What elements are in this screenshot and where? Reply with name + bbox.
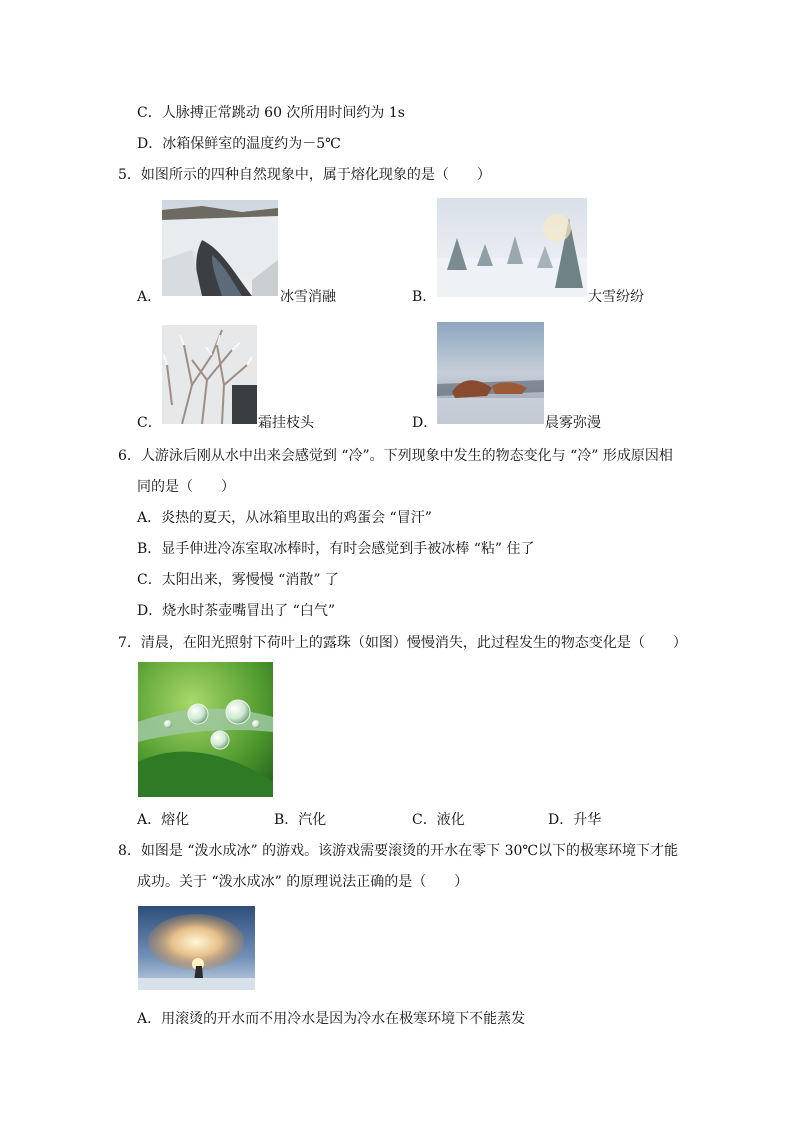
- q7-stem: 7．清晨，在阳光照射下荷叶上的露珠（如图）慢慢消失，此过程发生的物态变化是（ ）: [118, 635, 687, 651]
- melting-snow-image: [162, 200, 278, 296]
- q5-option-c-caption: 霜挂枝头: [258, 415, 314, 431]
- q6-stem-line1: 6．人游泳后刚从水中出来会感觉到 “冷”。下列现象中发生的物态变化与 “冷” 形成原因相: [118, 448, 673, 464]
- q8-stem-line1: 8．如图是 “泼水成冰” 的游戏。该游戏需要滚烫的开水在零下 30℃以下的极寒环境下才能: [118, 843, 679, 859]
- q5-option-c-label: C．: [137, 415, 162, 431]
- q7-option-b: B．汽化: [274, 812, 327, 828]
- frost-branches-image: [162, 325, 257, 424]
- q6-option-b: B．显手伸进冷冻室取冰棒时，有时会感觉到手被冰棒 “粘” 住了: [137, 541, 535, 557]
- q6-option-c: C．太阳出来，雾慢慢 “消散” 了: [137, 572, 339, 588]
- q6-stem-line2: 同的是（ ）: [137, 479, 235, 495]
- q5-option-d-caption: 晨雾弥漫: [545, 415, 601, 431]
- dewdrop-leaf-image: [138, 662, 273, 797]
- q6-option-a: A．炎热的夏天，从冰箱里取出的鸡蛋会 “冒汗”: [137, 510, 432, 526]
- heavy-snow-image: [437, 198, 587, 297]
- q8-stem-line2: 成功。关于 “泼水成冰” 的原理说法正确的是（ ）: [137, 874, 469, 890]
- morning-fog-image: [437, 322, 544, 424]
- q4-option-d: D．冰箱保鲜室的温度约为－5℃: [137, 136, 341, 152]
- q5-option-a-caption: 冰雪消融: [280, 289, 336, 305]
- q7-option-d: D．升华: [548, 812, 602, 828]
- q5-option-b-caption: 大雪纷纷: [588, 289, 644, 305]
- q5-stem: 5．如图所示的四种自然现象中，属于熔化现象的是（ ）: [118, 167, 491, 183]
- q7-option-a: A．熔化: [137, 812, 190, 828]
- water-to-ice-image: [138, 906, 255, 990]
- q4-option-c: C．人脉搏正常跳动 60 次所用时间约为 1s: [137, 105, 405, 121]
- q6-option-d: D．烧水时茶壶嘴冒出了 “白气”: [137, 603, 335, 619]
- q5-option-d-label: D．: [412, 415, 438, 431]
- q5-option-a-label: A．: [137, 289, 162, 305]
- q8-option-a: A．用滚烫的开水而不用冷水是因为冷水在极寒环境下不能蒸发: [137, 1011, 526, 1027]
- q7-option-c: C．液化: [412, 812, 465, 828]
- q5-option-b-label: B．: [412, 289, 437, 305]
